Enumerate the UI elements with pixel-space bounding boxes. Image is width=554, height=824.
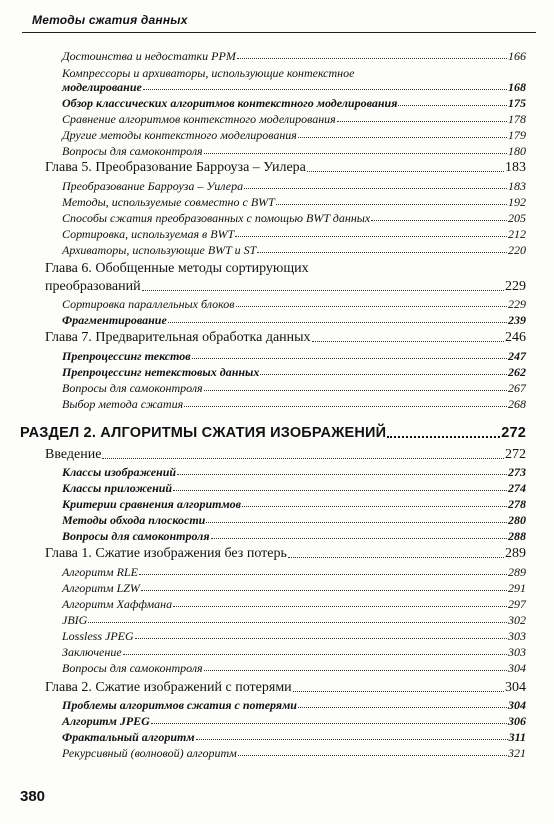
toc-entry (62, 113, 526, 125)
toc-entry (62, 582, 526, 594)
toc-entry (62, 747, 526, 759)
toc-entry-page: 273 (508, 465, 526, 479)
toc-entry-page: 303 (508, 645, 526, 659)
toc-entry-title: Другие методы контекстного моделирования (62, 128, 297, 142)
toc-entry (62, 366, 526, 378)
toc-chapter-title: Глава 6. Обобщенные методы сортирующих (45, 261, 309, 276)
toc-chapter (45, 280, 526, 294)
toc-entry-page: 183 (508, 179, 526, 193)
dot-leader (371, 219, 507, 221)
toc-entry (62, 228, 526, 240)
toc-entry-title: Алгоритм JPEG (62, 714, 150, 728)
toc-entry-title: Препроцессинг нетекстовых данных (62, 365, 260, 379)
toc-entry (62, 50, 526, 62)
toc-entry (62, 514, 526, 526)
dot-leader (151, 722, 507, 724)
toc-entry (62, 81, 526, 93)
toc-entry (62, 598, 526, 610)
toc-entry-title: Классы изображений (62, 465, 177, 479)
dot-leader (387, 435, 500, 438)
toc-entry-title: Глава 5. Преобразование Барроуза – Уилера (45, 160, 306, 175)
dot-leader (236, 305, 508, 307)
dot-leader (192, 357, 507, 359)
toc-entry-page: 166 (508, 49, 526, 63)
toc-entry-title: JBIG (62, 613, 88, 627)
toc-entry-page: 304 (505, 680, 526, 695)
toc-entry (62, 662, 526, 674)
toc-entry-title: моделирование (62, 80, 142, 94)
toc-entry-title: Архиваторы, использующие BWT и ST (62, 243, 257, 257)
toc-entry-page: 175 (508, 96, 526, 110)
toc-entry-page: 278 (508, 497, 526, 511)
dot-leader (238, 754, 507, 756)
toc-entry (62, 145, 526, 157)
toc-entry-title: Заключение (62, 645, 122, 659)
toc-entry-title: Глава 7. Предварительная обработка данных (45, 330, 311, 345)
toc-entry (62, 498, 526, 510)
dot-leader (196, 738, 508, 740)
dot-leader (173, 489, 507, 491)
dot-leader (141, 589, 507, 591)
toc-entry-page: 291 (508, 581, 526, 595)
toc-entry-page: 297 (508, 597, 526, 611)
toc-entry-title: Алгоритм Хаффмана (62, 597, 173, 611)
toc-entry-page: 321 (508, 746, 526, 760)
toc-entry-title: Сортировка параллельных блоков (62, 297, 235, 311)
toc-entry-title: Вопросы для самоконтроля (62, 144, 203, 158)
toc-entry (62, 699, 526, 711)
toc-entry (62, 646, 526, 658)
toc-entry-title: Методы, используемые совместно с BWT (62, 195, 275, 209)
toc-entry (62, 180, 526, 192)
toc-entry-page: 272 (501, 425, 526, 441)
toc-entry-page: 212 (508, 227, 526, 241)
dot-leader (88, 621, 507, 623)
toc-chapter (45, 448, 526, 462)
toc-entry-title: Обзор классических алгоритмов контекстного моделирования (62, 96, 398, 110)
toc-entry-page: 168 (508, 80, 526, 94)
toc-entry-page: 205 (508, 211, 526, 225)
toc-chapter (45, 161, 526, 175)
toc-entry (62, 298, 526, 310)
dot-leader (298, 706, 507, 708)
toc-entry-title: Глава 1. Сжатие изображения без потерь (45, 546, 287, 561)
toc-entry (62, 630, 526, 642)
toc-entry-page: 304 (508, 698, 526, 712)
dot-leader (337, 120, 507, 122)
dot-leader (142, 289, 504, 291)
toc-entry-title: Глава 2. Сжатие изображений с потерями (45, 680, 292, 695)
dot-leader (206, 521, 507, 523)
dot-leader (398, 104, 507, 106)
dot-leader (235, 235, 507, 237)
toc-entry (62, 97, 526, 109)
dot-leader (143, 88, 507, 90)
toc-entry-page: 288 (508, 529, 526, 543)
dot-leader (204, 389, 507, 391)
toc-entry-title: Вопросы для самоконтроля (62, 529, 210, 543)
dot-leader (276, 203, 507, 205)
toc-entry (62, 530, 526, 542)
toc-entry-page: 272 (505, 447, 526, 462)
dot-leader (173, 605, 507, 607)
toc-entry-title: Сортировка, используемая в BWT (62, 227, 235, 241)
dot-leader (102, 457, 504, 459)
toc-section (20, 426, 526, 441)
toc-entry-page: 247 (508, 349, 526, 363)
toc-entry (62, 566, 526, 578)
toc-entry-page: 302 (508, 613, 526, 627)
toc-entry-page: 229 (505, 279, 526, 294)
toc-entry-page: 239 (508, 313, 526, 327)
dot-leader (237, 57, 507, 59)
toc-entry-page: 246 (505, 330, 526, 345)
toc-entry-title: Вопросы для самоконтроля (62, 661, 203, 675)
dot-leader (244, 187, 507, 189)
dot-leader (260, 373, 507, 375)
toc-entry-page: 303 (508, 629, 526, 643)
toc-entry (62, 196, 526, 208)
toc-entry-title: Методы обхода плоскости (62, 513, 206, 527)
toc-entry-page: 262 (508, 365, 526, 379)
toc-entry-title: Алгоритм LZW (62, 581, 140, 595)
toc-entry-page: 178 (508, 112, 526, 126)
toc-entry-title: Выбор метода сжатия (62, 397, 184, 411)
toc-entry-title: Препроцессинг текстов (62, 349, 191, 363)
toc-entry (62, 350, 526, 362)
toc-entry (62, 466, 526, 478)
dot-leader (298, 136, 507, 138)
toc-entry-page: 280 (508, 513, 526, 527)
dot-leader (177, 473, 507, 475)
dot-leader (211, 537, 507, 539)
toc-entry-page: 192 (508, 195, 526, 209)
toc-chapter (45, 331, 526, 345)
dot-leader (293, 690, 504, 692)
toc-entry (62, 482, 526, 494)
toc-entry-title: Рекурсивный (волновой) алгоритм (62, 746, 237, 760)
toc-section-title: РАЗДЕЛ 2. АЛГОРИТМЫ СЖАТИЯ ИЗОБРАЖЕНИЙ (20, 425, 387, 441)
toc-chapter (45, 547, 526, 561)
toc-entry-title: преобразований (45, 279, 141, 294)
toc-entry (62, 382, 526, 394)
toc-entry-title: Сравнение алгоритмов контекстного моделирования (62, 112, 336, 126)
toc-entry-title: Фрактальный алгоритм (62, 730, 195, 744)
dot-leader (204, 669, 507, 671)
toc-entry (62, 731, 526, 743)
dot-leader (312, 340, 504, 342)
toc-entry-page: 267 (508, 381, 526, 395)
dot-leader (204, 152, 507, 154)
toc-entry-page: 311 (508, 730, 526, 744)
toc-entry (62, 398, 526, 410)
toc-chapter (45, 681, 526, 695)
dot-leader (139, 573, 507, 575)
dot-leader (257, 251, 507, 253)
toc-entry-title: Классы приложений (62, 481, 173, 495)
toc-entry-page: 289 (508, 565, 526, 579)
toc-entry (62, 129, 526, 141)
dot-leader (123, 653, 507, 655)
toc-entry (62, 212, 526, 224)
dot-leader (288, 556, 504, 558)
toc-entry-page: 274 (508, 481, 526, 495)
toc-entry-title: Проблемы алгоритмов сжатия с потерями (62, 698, 297, 712)
toc-entry-page: 306 (508, 714, 526, 728)
running-header-title: Методы сжатия данных (32, 13, 188, 27)
toc-entry-title: Алгоритм RLE (62, 565, 138, 579)
toc-entry-page: 179 (508, 128, 526, 142)
dot-leader (242, 505, 507, 507)
toc-entry (62, 614, 526, 626)
dot-leader (184, 405, 507, 407)
running-header (22, 8, 536, 33)
toc-entry-title: Способы сжатия преобразованных с помощью BWT данных (62, 211, 371, 225)
toc-entry-title: Преобразование Барроуза – Уилера (62, 179, 244, 193)
page-number: 380 (20, 788, 46, 805)
toc-entry-page: 180 (508, 144, 526, 158)
toc-entry-title: Фрагментирование (62, 313, 167, 327)
toc-entry-page: 268 (508, 397, 526, 411)
toc-entry (62, 244, 526, 256)
toc-entry-title: Вопросы для самоконтроля (62, 381, 203, 395)
toc-entry-page: 229 (508, 297, 526, 311)
toc-entry-title: Lossless JPEG (62, 629, 134, 643)
toc-entry-page: 220 (508, 243, 526, 257)
toc-entry-page: 289 (505, 546, 526, 561)
dot-leader (307, 170, 504, 172)
toc-entry-title: Компрессоры и архиваторы, использующие контекстное (62, 66, 355, 80)
dot-leader (135, 637, 507, 639)
toc-entry-title: Достоинства и недостатки PPM (62, 49, 236, 63)
dot-leader (168, 321, 507, 323)
toc-entry-page: 304 (508, 661, 526, 675)
toc-entry (62, 314, 526, 326)
toc-entry-title: Критерии сравнения алгоритмов (62, 497, 242, 511)
toc-entry (62, 715, 526, 727)
toc-entry-title: Введение (45, 447, 102, 462)
toc-entry-page: 183 (505, 160, 526, 175)
